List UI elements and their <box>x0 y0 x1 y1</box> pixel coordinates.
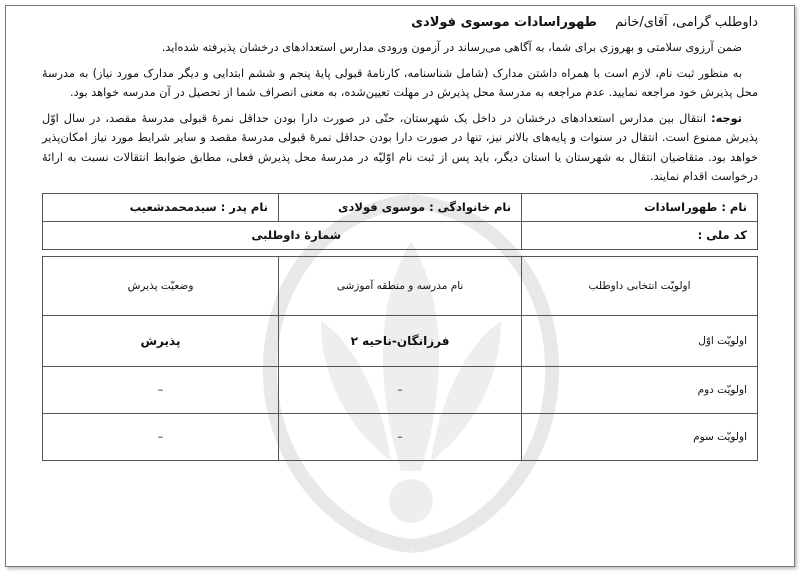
note-text: انتقال بین مدارس استعدادهای درخشان در داخل یک شهرستان، حتّی در صورت دارا بودن حداقل نمرهٔ قبولی مدرسهٔ مقصد، در سال اوّل پذیرش ممنوع است. انتقال در سنوات و پایه‌های بالاتر نیز، تنها در صورت دارا بودن حداقل نمرهٔ قبولی مدرسهٔ مقصد و سایر شرایط مورد نیاز امکان‌پذیر خواهد بود. متقاضیان انتقال به شهرستان یا استان دیگر، باید پس از ثبت نام اوّلیّه در مدرسهٔ محل پذیرش فعلی، مطابق ضوابط انتقالات نسبت به ارائهٔ درخواست اقدام نمایند. <box>42 111 758 183</box>
father-name-cell: نام پدر : سیدمحمدشعیب <box>43 193 279 221</box>
paragraph-registration: به منظور ثبت نام، لازم است با همراه داشتن مدارک (شامل شناسنامه، کارنامهٔ قبولی پایهٔ پنجم و ششم ابتدایی و دیگر مدارک مورد نیاز) به مدرسهٔ محل پذیرش خود مراجعه نمایید. عدم مراجعه به مدرسهٔ محل پذیرش در مهلت تعیین‌شده، به معنی انصراف شما از تحصیل در آن مدرسه خواهد بود. <box>42 66 758 99</box>
header-school: نام مدرسه و منطقه آموزشی <box>278 256 521 315</box>
applicant-number-label: شمارهٔ داوطلبی <box>251 228 342 242</box>
header-status: وضعیّت پذیرش <box>43 256 279 315</box>
applicant-name: طهوراسادات موسوی فولادی <box>411 15 597 30</box>
row-status: پذیرش <box>43 315 279 366</box>
table-row <box>43 315 758 366</box>
letter-content <box>6 6 794 461</box>
note-label: توجه: <box>711 111 742 125</box>
salutation: داوطلب گرامی، آقای/خانم <box>615 15 758 30</box>
row-school: – <box>278 366 521 413</box>
paragraph-note <box>42 109 758 187</box>
letter-page <box>5 5 795 567</box>
national-code-cell: کد ملی : <box>522 221 758 249</box>
row-school: – <box>278 413 521 460</box>
first-name-cell: نام : طهوراسادات <box>522 193 758 221</box>
greeting-line <box>42 12 758 34</box>
row-priority: اولویّت دوم <box>522 366 758 413</box>
last-name-cell: نام خانوادگی : موسوی فولادی <box>278 193 521 221</box>
table-row <box>43 366 758 413</box>
table-row <box>43 413 758 460</box>
header-priority: اولویّت انتخابی داوطلب <box>522 256 758 315</box>
applicant-number-cell <box>43 221 522 249</box>
priority-table <box>42 256 758 461</box>
row-school: فرزانگان-ناحیه ۲ <box>278 315 521 366</box>
priority-table-header <box>43 256 758 315</box>
applicant-info-table <box>42 193 758 250</box>
row-priority: اولویّت سوم <box>522 413 758 460</box>
paragraph-acceptance: ضمن آرزوی سلامتی و بهروزی برای شما، به آگاهی می‌رساند در آزمون ورودی مدارس استعدادهای درخشان پذیرفته شده‌اید. <box>161 41 742 54</box>
row-status: – <box>43 413 279 460</box>
row-priority: اولویّت اوّل <box>522 315 758 366</box>
row-status: – <box>43 366 279 413</box>
